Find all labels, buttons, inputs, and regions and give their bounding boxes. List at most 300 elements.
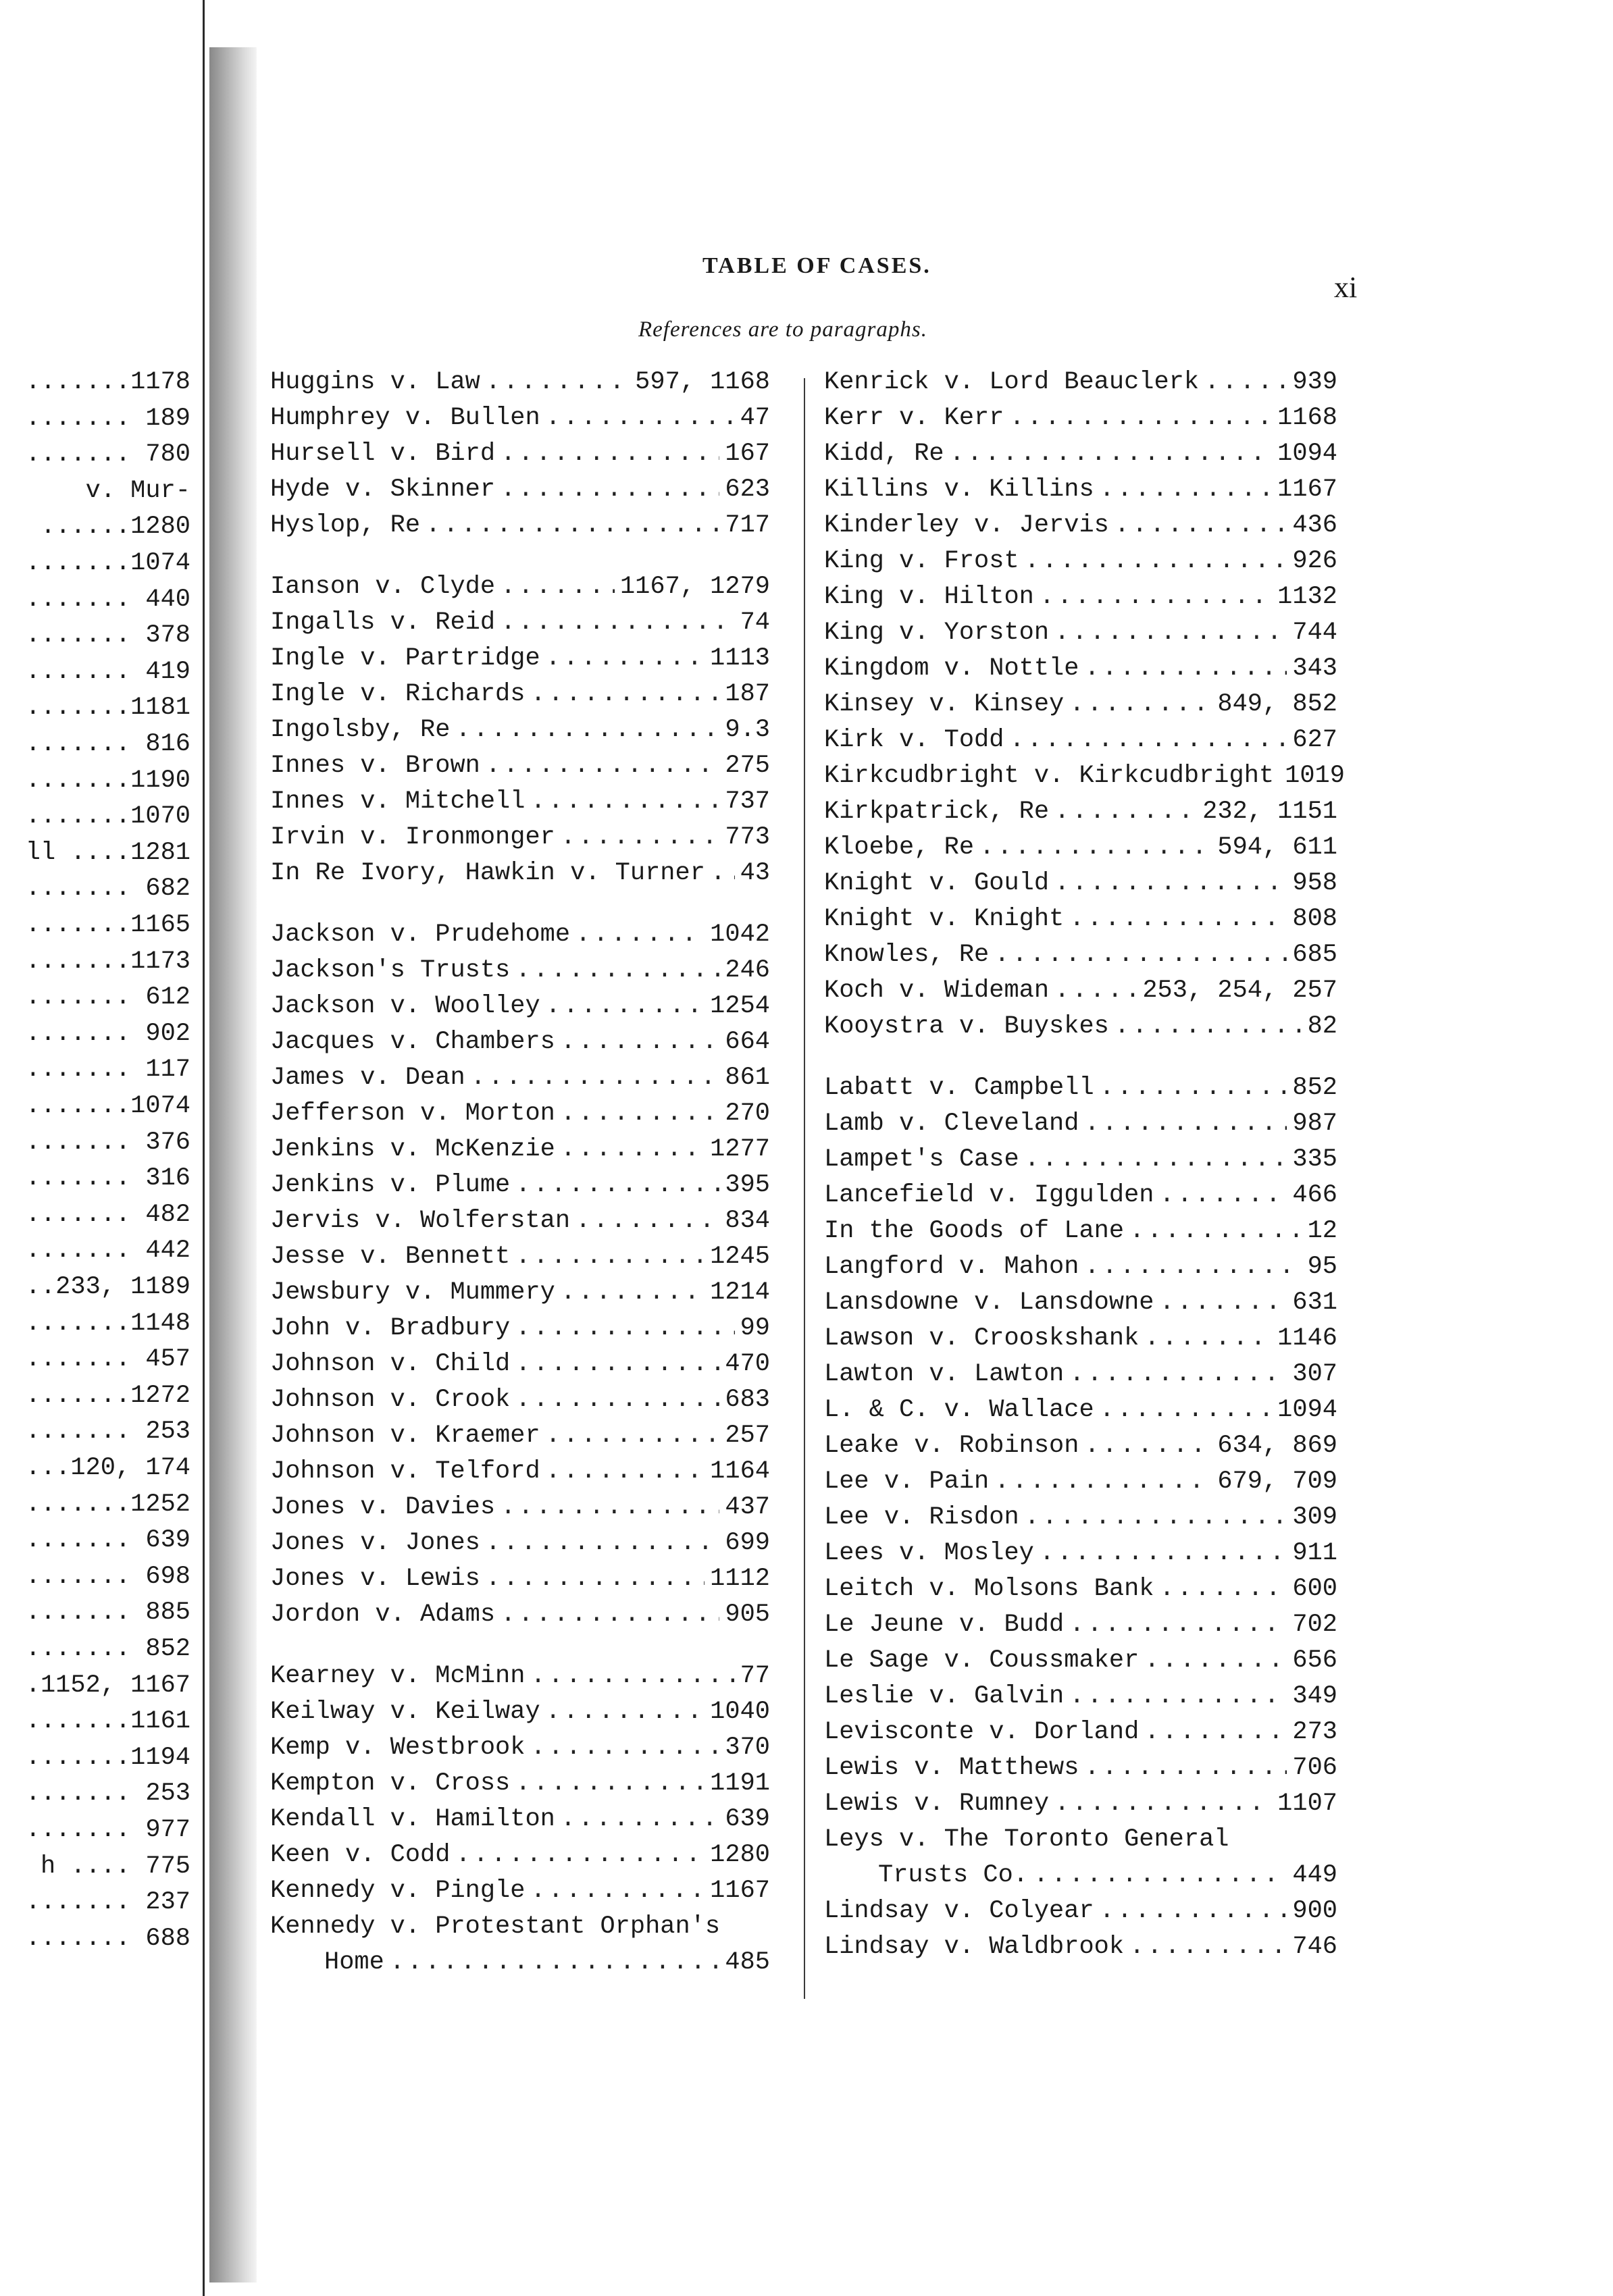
case-name: Leys v. The Toronto General (824, 1825, 1229, 1854)
case-entry (824, 1464, 1337, 1500)
leader-dots (515, 1168, 719, 1203)
leader-dots (561, 1802, 720, 1837)
prev-page-line: ....... 639 (25, 1526, 190, 1555)
case-name: Leitch v. Molsons Bank (824, 1575, 1154, 1603)
leader-dots (1204, 365, 1287, 400)
leader-dots (1054, 1786, 1272, 1822)
paragraph-reference: 77 (740, 1662, 770, 1690)
paragraph-reference: 702 (1292, 1611, 1337, 1639)
case-name: Lancefield v. Iggulden (824, 1181, 1154, 1209)
paragraph-reference: 1042 (710, 920, 770, 949)
leader-dots (515, 1382, 719, 1418)
leader-dots (1144, 1715, 1287, 1750)
leader-dots (515, 1766, 705, 1802)
paragraph-reference: 1167, 1279 (619, 573, 770, 601)
case-name: Kennedy v. Pingle (270, 1877, 526, 1905)
case-name: Leake v. Robinson (824, 1432, 1079, 1460)
right-column (824, 365, 1345, 1991)
case-entry (270, 748, 770, 784)
leader-dots (561, 1024, 720, 1060)
leader-dots (575, 1203, 719, 1239)
paragraph-reference: 1214 (710, 1278, 770, 1307)
paragraph-reference: 1132 (1277, 583, 1337, 611)
case-name: James v. Dean (270, 1064, 465, 1092)
case-entry (270, 1837, 770, 1873)
case-name: Jesse v. Bennett (270, 1243, 511, 1271)
leader-dots (1100, 472, 1273, 508)
case-entry (270, 1490, 770, 1525)
paragraph-reference: 706 (1292, 1754, 1337, 1782)
case-entry (824, 1536, 1337, 1571)
case-entry (270, 989, 770, 1024)
leader-dots (1025, 544, 1287, 579)
prev-page-line: ....... 977 (25, 1816, 190, 1844)
case-entry (270, 569, 770, 605)
case-entry (824, 544, 1337, 579)
paragraph-reference: 1094 (1277, 440, 1337, 468)
case-name: In Re Ivory, Hawkin v. Turner (270, 859, 705, 887)
case-entry (824, 1500, 1337, 1536)
prev-page-line: v. Mur- (85, 476, 190, 505)
case-name: L. & C. v. Wallace (824, 1396, 1094, 1424)
case-name: Johnson v. Kraemer (270, 1421, 540, 1450)
case-name: Hyslop, Re (270, 511, 421, 540)
leader-dots (501, 472, 719, 508)
case-entry (270, 1275, 770, 1311)
paragraph-reference: 1146 (1277, 1324, 1337, 1353)
paragraph-reference: 343 (1292, 654, 1337, 683)
leader-dots (486, 748, 720, 784)
prev-page-line: .......1190 (25, 766, 190, 795)
paragraph-reference: 335 (1292, 1145, 1337, 1174)
case-name: Ingolsby, Re (270, 716, 451, 744)
page-number: xi (1334, 271, 1358, 304)
paragraph-reference: 187 (725, 680, 770, 708)
prev-page-line: .......1173 (25, 947, 190, 976)
case-name: Jervis v. Wolferstan (270, 1207, 571, 1235)
leader-dots (455, 1837, 705, 1873)
case-entry (270, 1096, 770, 1132)
paragraph-reference: 631 (1292, 1288, 1337, 1317)
case-name: Lampet's Case (824, 1145, 1019, 1174)
leader-dots (530, 1659, 734, 1694)
case-name: Lee v. Risdon (824, 1503, 1019, 1532)
prev-page-line: ....... 117 (25, 1055, 190, 1085)
leader-dots (1069, 902, 1287, 937)
leader-dots (390, 1945, 720, 1981)
leader-dots (530, 677, 719, 712)
case-name: Hursell v. Bird (270, 440, 496, 468)
case-name: Labatt v. Campbell (824, 1074, 1094, 1102)
paragraph-reference: 634, 869 (1217, 1432, 1337, 1460)
case-entry (824, 1249, 1337, 1285)
prev-page-line: .......1181 (25, 694, 190, 723)
leader-dots (575, 917, 705, 953)
paragraph-reference: 253, 254, 257 (1142, 976, 1337, 1005)
case-entry (270, 1418, 770, 1454)
case-name: Lewis v. Matthews (824, 1754, 1079, 1782)
leader-dots (1084, 1249, 1302, 1285)
leader-dots (1054, 973, 1137, 1009)
case-group (270, 1659, 770, 1981)
previous-page-edge (0, 0, 205, 2296)
case-entry (824, 1357, 1337, 1392)
paragraph-reference: 600 (1292, 1575, 1337, 1603)
case-name: Leslie v. Galvin (824, 1682, 1065, 1711)
case-name: Lee v. Pain (824, 1467, 990, 1496)
case-entry (824, 1571, 1337, 1607)
case-name: King v. Hilton (824, 583, 1034, 611)
leader-dots (1129, 1214, 1302, 1249)
case-name: Kenrick v. Lord Beauclerk (824, 368, 1200, 396)
leader-dots (426, 508, 719, 544)
paragraph-reference: 349 (1292, 1682, 1337, 1711)
paragraph-reference: 167 (725, 440, 770, 468)
case-entry (270, 1347, 770, 1382)
leader-dots (515, 953, 719, 989)
case-entry (270, 1168, 770, 1203)
case-entry (824, 615, 1337, 651)
paragraph-reference: 639 (725, 1805, 770, 1833)
prev-page-line: ....... 698 (25, 1562, 190, 1591)
case-name: Lansdowne v. Lansdowne (824, 1288, 1154, 1317)
leader-dots (1100, 1070, 1287, 1106)
case-group (270, 365, 770, 544)
case-entry (270, 1454, 770, 1490)
leader-dots (994, 1464, 1212, 1500)
case-name: Jewsbury v. Mummery (270, 1278, 555, 1307)
case-name: Johnson v. Crook (270, 1386, 511, 1414)
case-name: Irvin v. Ironmonger (270, 823, 555, 852)
prev-page-line: ....... 253 (25, 1779, 190, 1808)
leader-dots (546, 400, 735, 436)
case-group (824, 365, 1345, 1045)
case-name: Lamb v. Cleveland (824, 1110, 1079, 1138)
case-entry (270, 1239, 770, 1275)
case-entry (270, 712, 770, 748)
paragraph-reference: 737 (725, 787, 770, 816)
leader-dots (530, 1873, 705, 1909)
leader-dots (1040, 579, 1272, 615)
case-entry (824, 1070, 1337, 1106)
paragraph-reference: 623 (725, 475, 770, 504)
paragraph-reference: 395 (725, 1171, 770, 1199)
paragraph-reference: 1094 (1277, 1396, 1337, 1424)
paragraph-reference: 808 (1292, 905, 1337, 933)
case-entry (270, 436, 770, 472)
case-name: Kirkcudbright v. Kirkcudbright (824, 762, 1275, 790)
case-name: Jefferson v. Morton (270, 1099, 555, 1128)
case-entry (824, 1715, 1337, 1750)
paragraph-reference: 1164 (710, 1457, 770, 1486)
case-entry (824, 973, 1337, 1009)
paragraph-reference: 746 (1292, 1933, 1337, 1961)
case-name: Jenkins v. McKenzie (270, 1135, 555, 1164)
case-entry (270, 1659, 770, 1694)
leader-dots (546, 1454, 705, 1490)
prev-page-line: ....... 682 (25, 875, 190, 904)
paragraph-reference: 987 (1292, 1110, 1337, 1138)
prev-page-line: ....... 852 (25, 1635, 190, 1663)
case-entry (824, 508, 1337, 544)
paragraph-reference: 307 (1292, 1360, 1337, 1388)
case-entry (270, 1203, 770, 1239)
leader-dots (486, 365, 630, 400)
paragraph-reference: 95 (1307, 1253, 1337, 1281)
leader-dots (711, 856, 735, 891)
leader-dots (1084, 1428, 1212, 1464)
prev-page-line: .1152, 1167 (25, 1671, 190, 1700)
prev-page-line: ....... 780 (25, 440, 190, 469)
case-name: Hyde v. Skinner (270, 475, 496, 504)
paragraph-reference: 664 (725, 1028, 770, 1056)
page-subtitle: References are to paragraphs. (638, 317, 927, 342)
leader-dots (455, 712, 719, 748)
case-entry (824, 1858, 1337, 1894)
paragraph-reference: 861 (725, 1064, 770, 1092)
leader-dots (1009, 400, 1272, 436)
case-entry (270, 1766, 770, 1802)
prev-page-line: .......1165 (25, 911, 190, 939)
paragraph-reference: 485 (725, 1948, 770, 1977)
prev-page-line: h .... 775 (40, 1852, 190, 1881)
paragraph-reference: 74 (740, 608, 770, 637)
paragraph-reference: 466 (1292, 1181, 1337, 1209)
leader-dots (515, 1239, 705, 1275)
paragraph-reference: 911 (1292, 1539, 1337, 1567)
prev-page-line: ....... 816 (25, 730, 190, 758)
case-name: Le Sage v. Coussmaker (824, 1646, 1140, 1675)
case-name: Jones v. Davies (270, 1493, 496, 1521)
case-entry (270, 1597, 770, 1633)
case-name: Kinsey v. Kinsey (824, 690, 1065, 719)
case-entry (824, 651, 1337, 687)
paragraph-reference: 656 (1292, 1646, 1337, 1675)
case-name: Ianson v. Clyde (270, 573, 496, 601)
case-name: Keen v. Codd (270, 1841, 451, 1869)
case-name: Johnson v. Child (270, 1350, 511, 1378)
prev-page-line: ....... 457 (25, 1345, 190, 1374)
paragraph-reference: 1277 (710, 1135, 770, 1164)
paragraph-reference: 370 (725, 1733, 770, 1762)
paragraph-reference: 309 (1292, 1503, 1337, 1532)
paragraph-reference: 246 (725, 956, 770, 985)
case-name: King v. Frost (824, 547, 1019, 575)
paragraph-reference: 12 (1307, 1217, 1337, 1245)
case-name: Jordon v. Adams (270, 1600, 496, 1629)
case-name: Ingalls v. Reid (270, 608, 496, 637)
leader-dots (1054, 794, 1197, 830)
case-name: Ingle v. Richards (270, 680, 526, 708)
case-entry (824, 365, 1337, 400)
prev-page-line: .......1252 (25, 1490, 190, 1519)
case-entry (270, 1561, 770, 1597)
case-name: Jackson's Trusts (270, 956, 511, 985)
leader-dots (1025, 1500, 1287, 1536)
case-name: Lindsay v. Colyear (824, 1897, 1094, 1925)
case-name: Levisconte v. Dorland (824, 1718, 1140, 1746)
case-name: Jackson v. Prudehome (270, 920, 571, 949)
paragraph-reference: 1280 (710, 1841, 770, 1869)
case-name: Langford v. Mahon (824, 1253, 1079, 1281)
leader-dots (546, 1694, 705, 1730)
leader-dots (1033, 1858, 1287, 1894)
leader-dots (561, 820, 720, 856)
case-name: Humphrey v. Bullen (270, 404, 540, 432)
leader-dots (546, 989, 705, 1024)
prev-page-line: .......1272 (25, 1381, 190, 1410)
prev-page-line: ....... 442 (25, 1236, 190, 1266)
prev-page-line: ....... 316 (25, 1164, 190, 1193)
prev-page-line: ....... 688 (25, 1924, 190, 1953)
leader-dots (1069, 1607, 1287, 1643)
case-entry (270, 1945, 770, 1981)
case-entry (824, 723, 1337, 758)
case-entry (824, 830, 1337, 866)
case-name: Lawson v. Crooskshank (824, 1324, 1140, 1353)
case-name: Keilway v. Keilway (270, 1698, 540, 1726)
paragraph-reference: 852 (1292, 1074, 1337, 1102)
case-entry (824, 400, 1337, 436)
prev-page-line: ....... 237 (25, 1888, 190, 1917)
paragraph-reference: 597, 1168 (635, 368, 770, 396)
prev-page-line: ....... 378 (25, 621, 190, 650)
case-entry (824, 1607, 1337, 1643)
paragraph-reference: 1019 (1285, 762, 1345, 790)
case-entry (270, 953, 770, 989)
case-entry (824, 1428, 1337, 1464)
case-name: Kirk v. Todd (824, 726, 1004, 754)
case-name: Kirkpatrick, Re (824, 798, 1050, 826)
prev-page-line: .......1161 (25, 1707, 190, 1736)
leader-dots (1069, 1357, 1287, 1392)
case-name: John v. Bradbury (270, 1314, 511, 1342)
case-name: Lindsay v. Waldbrook (824, 1933, 1125, 1961)
paragraph-reference: 436 (1292, 511, 1337, 540)
case-name: Huggins v. Law (270, 368, 480, 396)
case-name: Lewis v. Rumney (824, 1790, 1050, 1818)
case-entry (824, 1679, 1337, 1715)
paragraph-reference: 1113 (710, 644, 770, 673)
paragraph-reference: 43 (740, 859, 770, 887)
prev-page-line: ....... 376 (25, 1128, 190, 1157)
paragraph-reference: 849, 852 (1217, 690, 1337, 719)
case-name: Kendall v. Hamilton (270, 1805, 555, 1833)
case-name: Kingdom v. Nottle (824, 654, 1079, 683)
case-entry (270, 1730, 770, 1766)
leader-dots (1069, 687, 1212, 723)
case-entry (270, 508, 770, 544)
leader-dots (515, 1311, 734, 1347)
case-entry (270, 641, 770, 677)
prev-page-line: ....... 902 (25, 1019, 190, 1048)
case-entry (270, 784, 770, 820)
leader-dots (1129, 1929, 1287, 1965)
leader-dots (501, 569, 615, 605)
case-name: Ingle v. Partridge (270, 644, 540, 673)
case-entry (824, 1822, 1337, 1858)
case-name: Lawton v. Lawton (824, 1360, 1065, 1388)
paragraph-reference: 744 (1292, 619, 1337, 647)
leader-dots (530, 1730, 719, 1766)
leader-dots (1115, 508, 1287, 544)
paragraph-reference: 900 (1292, 1897, 1337, 1925)
case-entry (824, 758, 1345, 794)
case-entry (270, 1311, 770, 1347)
case-entry (270, 1802, 770, 1837)
leader-dots (486, 1561, 705, 1597)
leader-dots (561, 1275, 705, 1311)
paragraph-reference: 275 (725, 752, 770, 780)
leader-dots (561, 1132, 705, 1168)
case-name: Johnson v. Telford (270, 1457, 540, 1486)
case-name: Kloebe, Re (824, 833, 975, 862)
case-name: Jackson v. Woolley (270, 992, 540, 1020)
leader-dots (1159, 1571, 1287, 1607)
leader-dots (501, 1597, 719, 1633)
paragraph-reference: 9.3 (725, 716, 770, 744)
case-entry (270, 472, 770, 508)
case-entry (824, 579, 1337, 615)
leader-dots (1040, 1536, 1287, 1571)
case-name: Innes v. Mitchell (270, 787, 526, 816)
case-entry (270, 605, 770, 641)
case-name: In the Goods of Lane (824, 1217, 1125, 1245)
case-entry (824, 1894, 1337, 1929)
case-name: Kerr v. Kerr (824, 404, 1004, 432)
leader-dots (546, 641, 705, 677)
paragraph-reference: 437 (725, 1493, 770, 1521)
leader-dots (501, 436, 719, 472)
case-entry (824, 1285, 1337, 1321)
case-name: King v. Yorston (824, 619, 1050, 647)
paragraph-reference: 627 (1292, 726, 1337, 754)
paragraph-reference: 679, 709 (1217, 1467, 1337, 1496)
paragraph-reference: 82 (1307, 1012, 1337, 1041)
paragraph-reference: 905 (725, 1600, 770, 1629)
case-name: Killins v. Killins (824, 475, 1094, 504)
paragraph-reference: 47 (740, 404, 770, 432)
case-name: Jacques v. Chambers (270, 1028, 555, 1056)
case-name: Kennedy v. Protestant Orphan's (270, 1912, 721, 1941)
case-entry (824, 1392, 1337, 1428)
case-name: Kearney v. McMinn (270, 1662, 526, 1690)
prev-page-line: .......1070 (25, 802, 190, 831)
case-name: Innes v. Brown (270, 752, 480, 780)
case-entry (824, 794, 1337, 830)
leader-dots (1100, 1392, 1273, 1428)
prev-page-line: ....... 253 (25, 1417, 190, 1446)
case-entry (824, 1009, 1337, 1045)
paragraph-reference: 1040 (710, 1698, 770, 1726)
paragraph-reference: 773 (725, 823, 770, 852)
case-entry (824, 937, 1337, 973)
case-entry (824, 687, 1337, 723)
leader-dots (994, 937, 1287, 973)
case-entry (824, 1106, 1337, 1142)
case-entry (270, 856, 770, 891)
leader-dots (515, 1347, 719, 1382)
paragraph-reference: 449 (1292, 1861, 1337, 1889)
leader-dots (1069, 1679, 1287, 1715)
leader-dots (561, 1096, 720, 1132)
case-name: Kooystra v. Buyskes (824, 1012, 1109, 1041)
paragraph-reference: 1245 (710, 1243, 770, 1271)
leader-dots (471, 1060, 720, 1096)
prev-page-line: .......1074 (25, 1092, 190, 1120)
case-entry (270, 1909, 770, 1945)
paragraph-reference: 939 (1292, 368, 1337, 396)
